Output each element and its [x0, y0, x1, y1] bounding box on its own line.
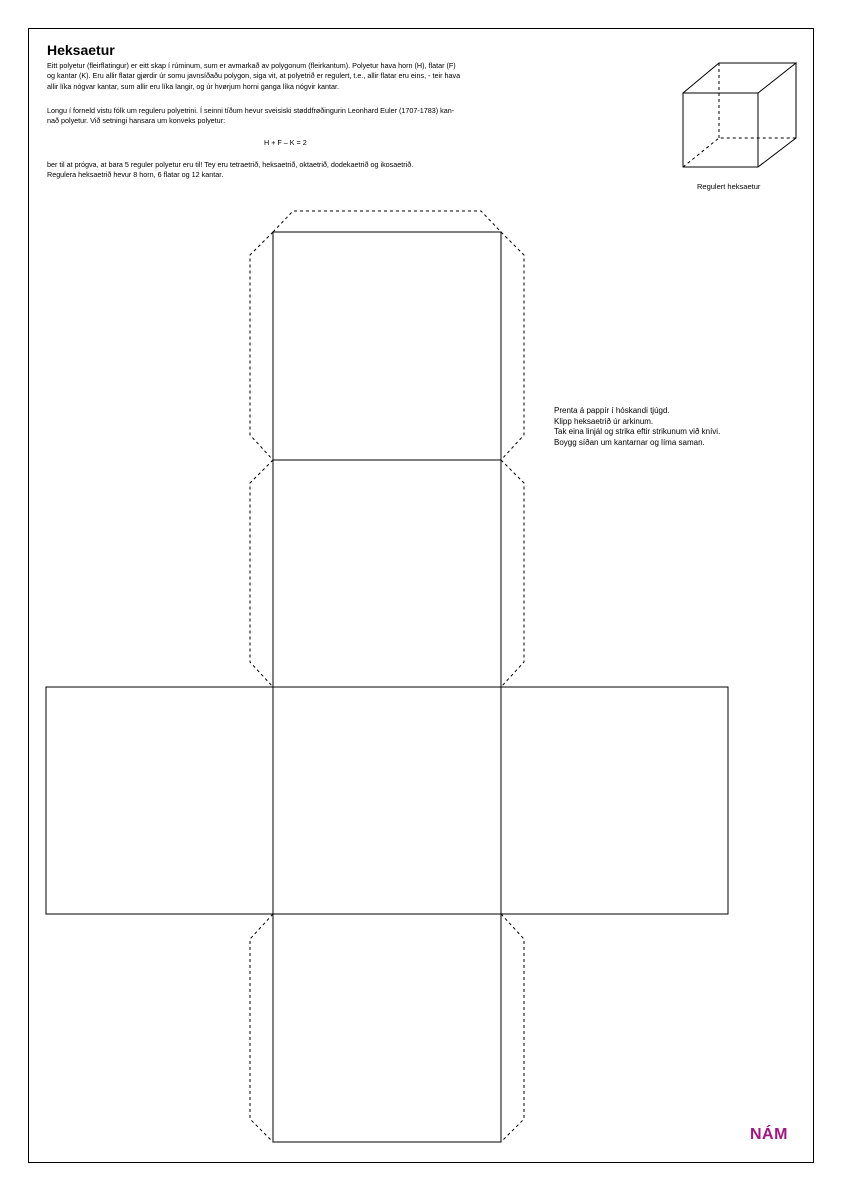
page-title: Heksaetur: [47, 42, 115, 58]
cube-caption: Regulert heksaetur: [697, 182, 761, 191]
glue-flap-middle-left: [250, 460, 273, 687]
instruction-line: Klipp heksaetrið úr arkinum.: [554, 416, 654, 426]
conclusion-line: Regulera heksaetrið hevur 8 horn, 6 flatar og 12 kantar.: [47, 170, 224, 180]
net-face-bottom: [273, 914, 501, 1142]
glue-flap-top-left: [250, 232, 273, 460]
intro-line: og kantar (K). Eru allir flatar gjørdir úr somu javnsíðaðu polygon, siga vit, at polyetrið er regulert, t.e., allir flatar eru eins, - teir hava: [47, 71, 461, 81]
conclusion-line: ber til at prógva, at bara 5 reguler polyetur eru til! Tey eru tetraetrið, heksaetrið, oktaetrið, dodekaetrið og ikosaetrið.: [47, 160, 414, 169]
glue-flap-middle-right: [501, 460, 524, 687]
net-face-left: [46, 687, 273, 914]
history-line: Longu í forneld vistu fólk um reguleru polyetrini. Í seinni tíðum hevur sveisiski støddfrøðingurin Leonhard Euler (1707-1783) kan-: [47, 106, 455, 115]
net-face-center: [273, 687, 501, 914]
instruction-line: Tak eina linjál og strika eftir strikunum við knívi.: [554, 427, 721, 436]
net-face-top: [273, 232, 501, 460]
intro-line: Eitt polyetur (fleirflatingur) er eitt skap í rúminum, sum er avmarkað av polygonum (fleirkantum). Polyetur hava horn (H), flatar (F): [47, 61, 456, 70]
net-face-right: [501, 687, 728, 914]
euler-formula: H + F – K = 2: [264, 138, 307, 147]
instruction-line: Prenta á pappír í hóskandi tjúgd.: [554, 406, 670, 415]
history-line: nað polyetur. Við setningi hansara um konveks polyetur:: [47, 116, 226, 126]
nam-logo: NÁM: [750, 1126, 788, 1143]
glue-flap-bottom-left: [250, 914, 273, 1142]
glue-flap-top-right: [501, 232, 524, 460]
instruction-line: Boygg síðan um kantarnar og líma saman.: [554, 437, 705, 447]
glue-flap-bottom-right: [501, 914, 524, 1142]
net-face-upper-middle: [273, 460, 501, 687]
intro-line: allir líka nógvar kantar, sum allir eru líka langir, og úr hvørjum horni ganga líka nógvir kantar.: [47, 81, 340, 91]
glue-flap-top: [273, 211, 501, 232]
